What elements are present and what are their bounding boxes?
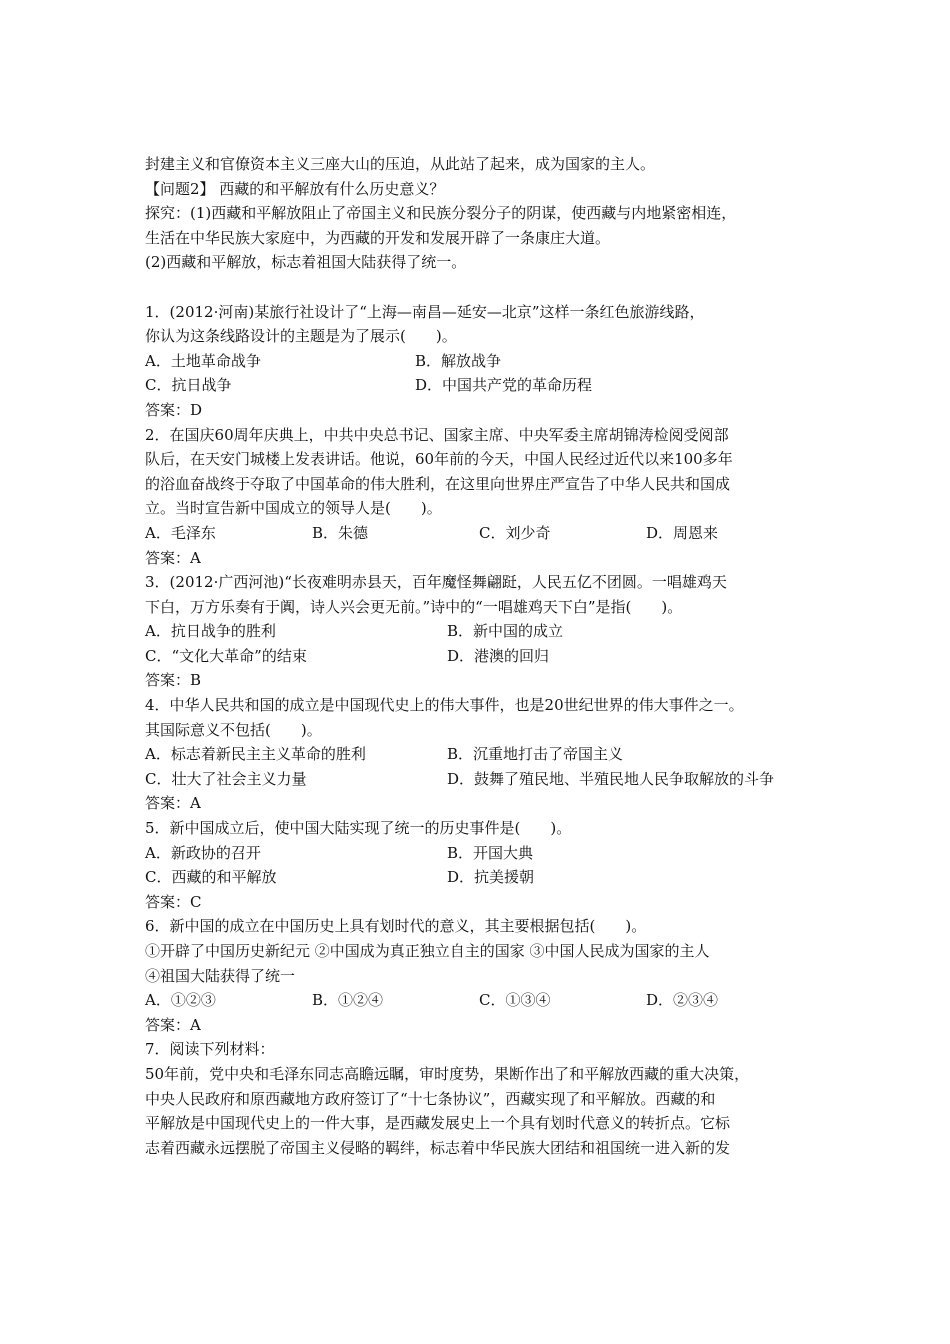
option-d: D．②③④ <box>646 991 719 1010</box>
q7-stem: 7．阅读下列材料： <box>145 1040 275 1059</box>
option-d: D．鼓舞了殖民地、半殖民地人民争取解放的斗争 <box>447 769 775 788</box>
option-a: A．土地革命战争 <box>145 351 261 370</box>
q6-options <box>145 988 825 1013</box>
q2-stem: 队后，在天安门城楼上发表讲话。他说，60年前的今天，中国人民经过近代以来100多年 <box>145 450 733 469</box>
option-d: D．港澳的回归 <box>447 646 550 665</box>
q5-options <box>145 865 825 890</box>
option-c: C．“文化大革命”的结束 <box>145 646 307 665</box>
option-a: A．标志着新民主主义革命的胜利 <box>145 745 366 764</box>
q7-material: 志着西藏永远摆脱了帝国主义侵略的羁绊，标志着中华民族大团结和祖国统一进入新的发 <box>145 1138 731 1157</box>
option-d: D．中国共产党的革命历程 <box>415 376 593 395</box>
option-b: B．①②④ <box>312 991 384 1010</box>
q7-material: 50年前，党中央和毛泽东同志高瞻远瞩，审时度势，果断作出了和平解放西藏的重大决策， <box>145 1064 750 1083</box>
q6-answer: 答案：A <box>145 1015 201 1034</box>
option-a: A．①②③ <box>145 991 216 1010</box>
option-b: B．解放战争 <box>415 351 502 370</box>
q5-options <box>145 841 825 866</box>
q2-answer: 答案：A <box>145 548 201 567</box>
option-c: C．刘少奇 <box>479 523 551 542</box>
option-d: D．抗美援朝 <box>447 868 535 887</box>
q3-options <box>145 619 825 644</box>
q2-stem: 2．在国庆60周年庆典上，中共中央总书记、国家主席、中央军委主席胡锦涛检阅受阅部 <box>145 425 729 444</box>
option-c: C．壮大了社会主义力量 <box>145 769 307 788</box>
q6-stem: ①开辟了中国历史新纪元 ②中国成为真正独立自主的国家 ③中国人民成为国家的主人 <box>145 942 710 960</box>
q6-stem: 6．新中国的成立在中国历史上具有划时代的意义，其主要根据包括( )。 <box>145 917 647 936</box>
q2-stem: 的浴血奋战终于夺取了中国革命的伟大胜利，在这里向世界庄严宣告了中华人民共和国成 <box>145 474 731 493</box>
option-b: B．朱德 <box>312 523 369 542</box>
q4-answer: 答案：A <box>145 794 201 813</box>
q3-stem: 下白，万方乐奏有于阗，诗人兴会更无前。”诗中的“一唱雄鸡天下白”是指( )。 <box>145 597 683 616</box>
q4-stem: 其国际意义不包括( )。 <box>145 720 322 739</box>
exploration-line: 探究：(1)西藏和平解放阻止了帝国主义和民族分裂分子的阴谋，使西藏与内地紧密相连， <box>145 204 737 223</box>
option-a: A．新政协的召开 <box>145 843 261 862</box>
q4-options <box>145 742 825 767</box>
option-a: A．毛泽东 <box>145 523 216 542</box>
q6-stem: ④祖国大陆获得了统一 <box>145 966 296 985</box>
option-b: B．沉重地打击了帝国主义 <box>447 745 624 764</box>
q4-options <box>145 767 825 792</box>
intro-line: 封建主义和官僚资本主义三座大山的压迫，从此站了起来，成为国家的主人。 <box>145 155 656 173</box>
q1-options <box>145 349 825 374</box>
q2-stem: 立。当时宣告新中国成立的领导人是( )。 <box>145 499 442 518</box>
option-c: C．抗日战争 <box>145 376 232 395</box>
exploration-line: (2)西藏和平解放，标志着祖国大陆获得了统一。 <box>145 253 467 272</box>
document-page <box>145 152 825 1160</box>
q4-stem: 4．中华人民共和国的成立是中国现代史上的伟大事件，也是20世纪世界的伟大事件之一。 <box>145 696 744 715</box>
q7-material: 平解放是中国现代史上的一件大事，是西藏发展史上一个具有划时代意义的转折点。它标 <box>145 1114 731 1133</box>
option-a: A．抗日战争的胜利 <box>145 622 276 641</box>
exploration-line: 生活在中华民族大家庭中，为西藏的开发和发展开辟了一条康庄大道。 <box>145 228 611 247</box>
q3-options <box>145 644 825 669</box>
q1-stem: 你认为这条线路设计的主题是为了展示( )。 <box>145 327 457 346</box>
q1-answer: 答案：D <box>145 400 203 419</box>
q3-answer: 答案：B <box>145 671 202 690</box>
option-c: C．①③④ <box>479 991 551 1010</box>
q3-stem: 3．(2012·广西河池)“长夜难明赤县天，百年魔怪舞翩跹，人民五亿不团圆。一唱雄鸡天 <box>145 573 727 592</box>
q2-options <box>145 521 825 546</box>
q1-stem: 1．(2012·河南)某旅行社设计了“上海—南昌—延安—北京”这样一条红色旅游线路， <box>145 302 705 321</box>
option-d: D．周恩来 <box>646 523 719 542</box>
option-b: B．新中国的成立 <box>447 622 564 641</box>
q5-stem: 5．新中国成立后，使中国大陆实现了统一的历史事件是( )。 <box>145 819 572 838</box>
q1-options <box>145 373 825 398</box>
question-2-title: 【问题2】 西藏的和平解放有什么历史意义？ <box>145 179 445 198</box>
spacer <box>145 275 825 300</box>
option-b: B．开国大典 <box>447 843 534 862</box>
q5-answer: 答案：C <box>145 892 202 911</box>
q7-material: 中央人民政府和原西藏地方政府签订了“十七条协议”，西藏实现了和平解放。西藏的和 <box>145 1089 716 1108</box>
option-c: C．西藏的和平解放 <box>145 868 277 887</box>
